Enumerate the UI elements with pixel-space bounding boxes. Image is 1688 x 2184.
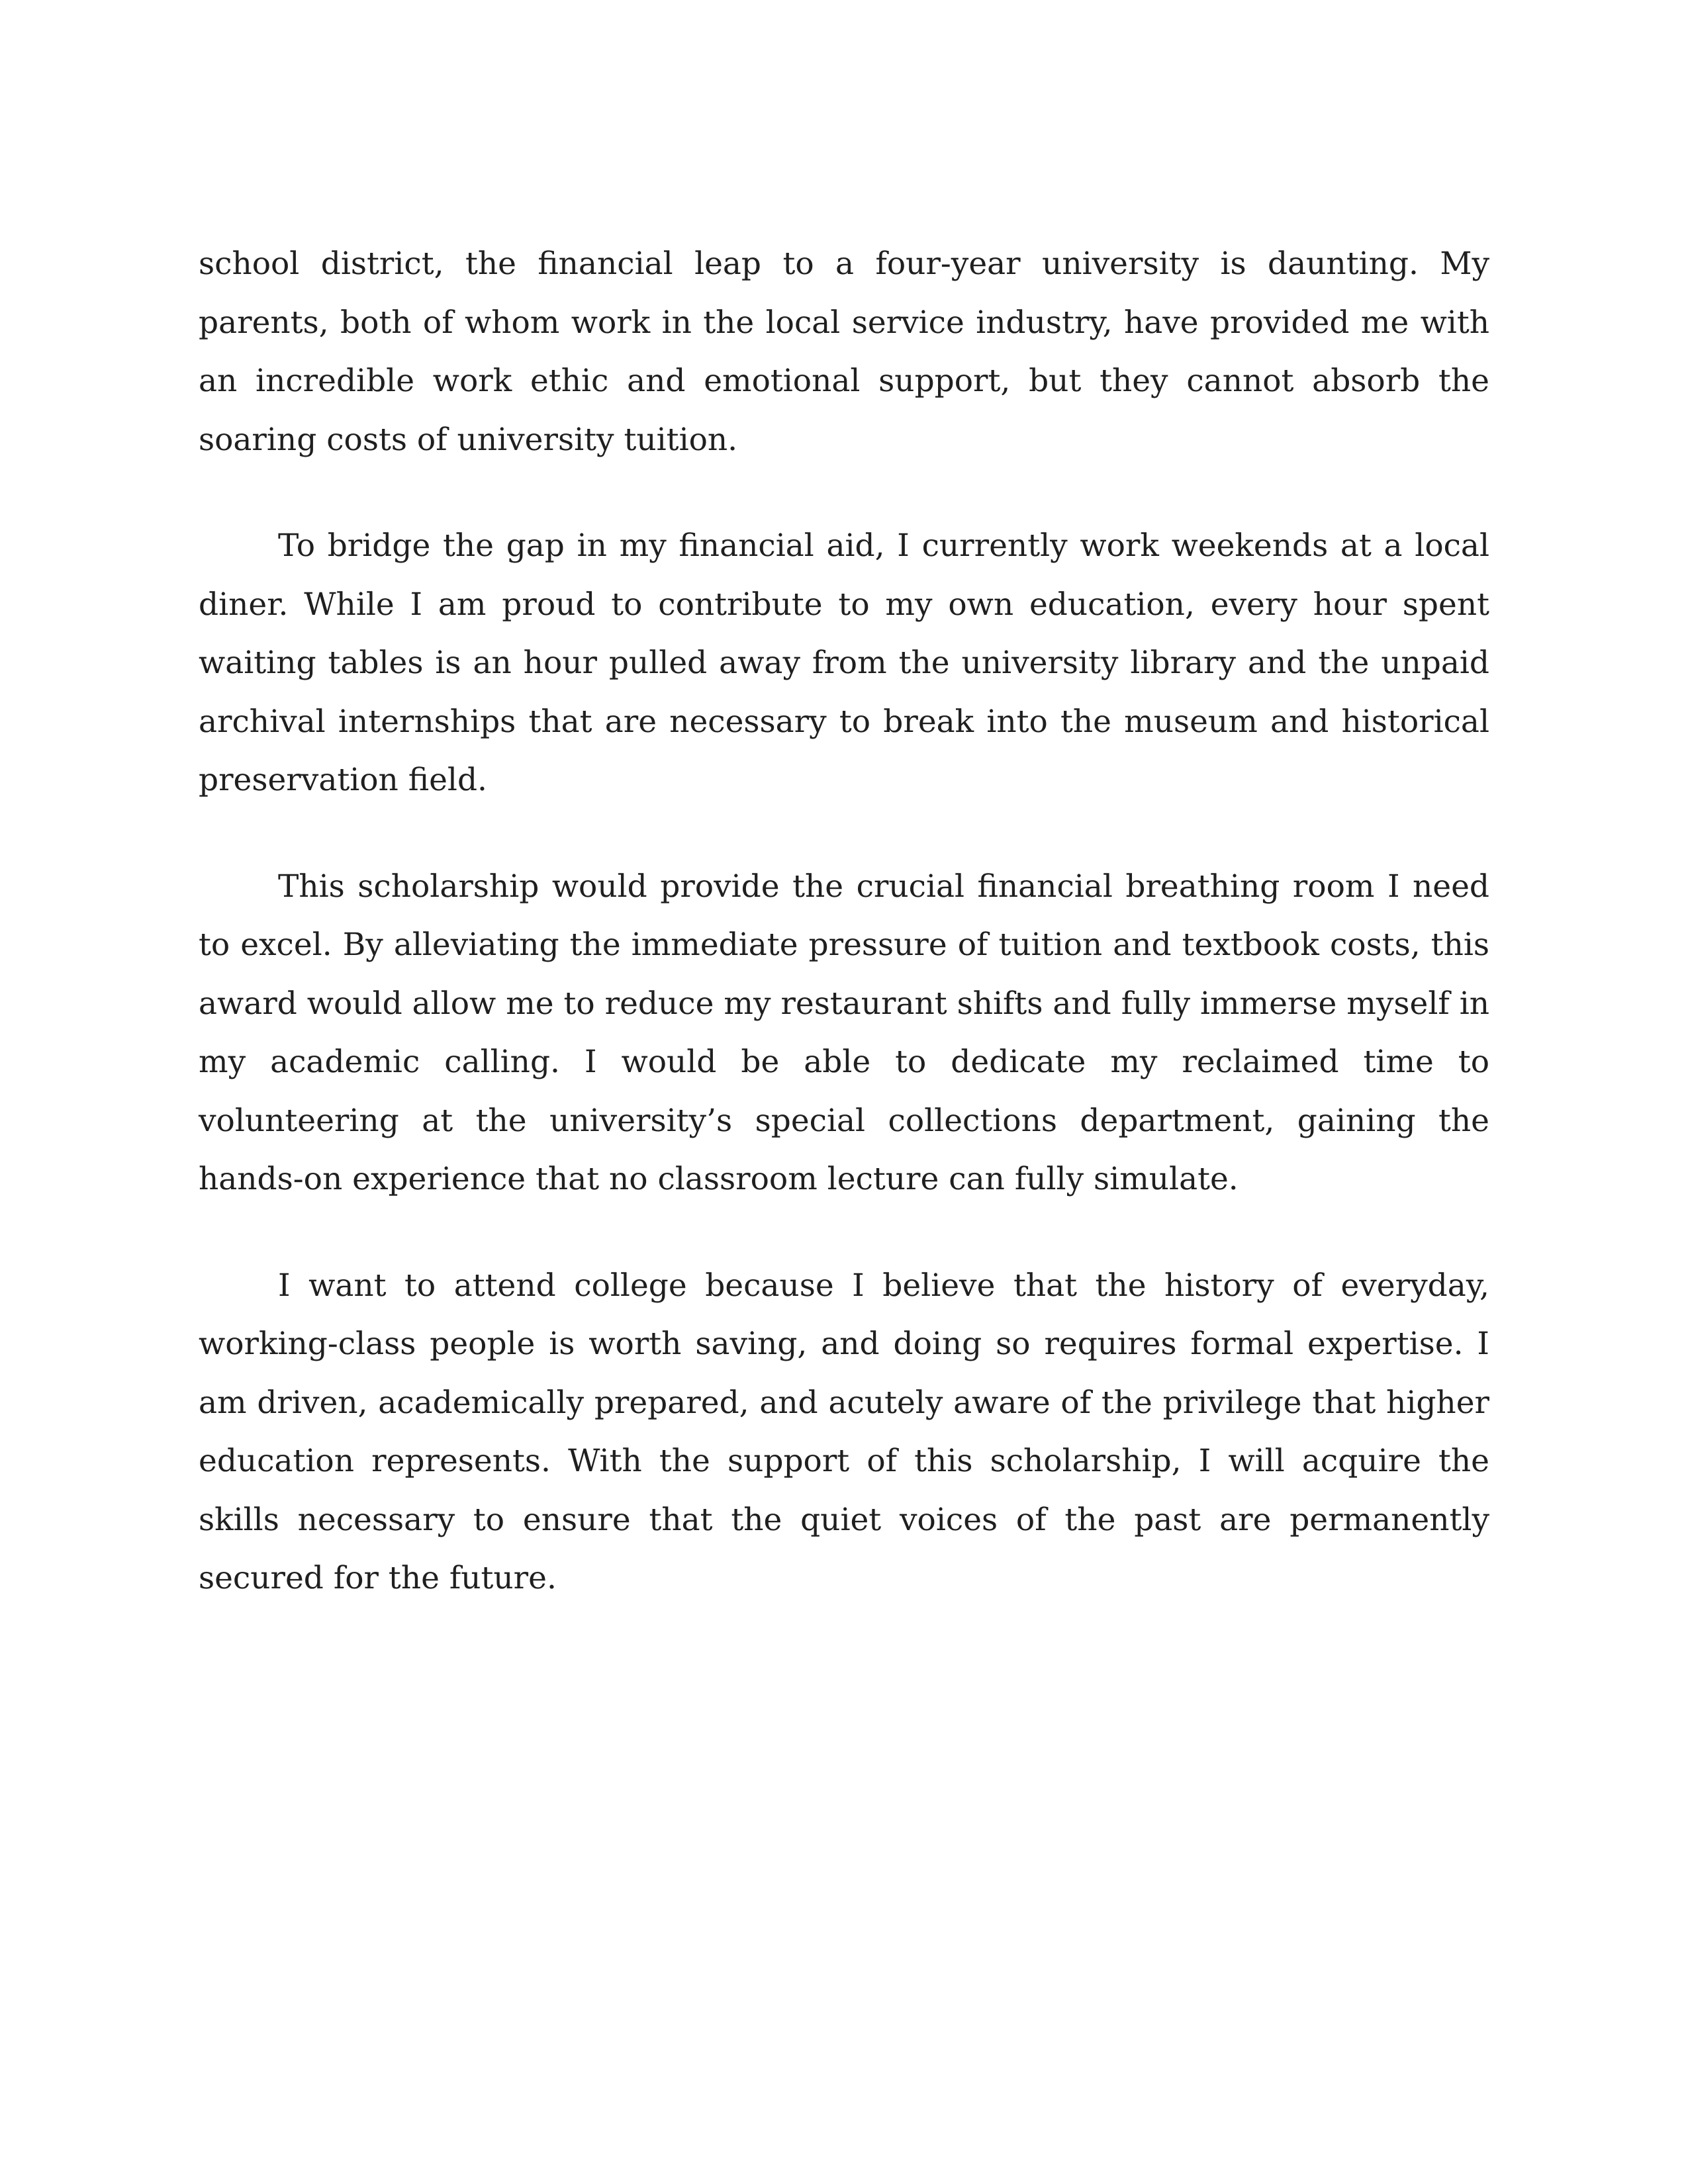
- paragraph-4: I want to attend college because I believe that the history of everyday, working-class people is worth saving, and doing so requires formal expertise. I am driven, academically prepared, and acutely aware of the privilege that higher education represents. With the support of this scholarship, I will acquire the skills necessary to ensure that the quiet voices of the past are permanently secured for the future.: [199, 1267, 1489, 1596]
- document-page: [199, 235, 1489, 1608]
- paragraph-3: This scholarship would provide the crucial financial breathing room I need to excel. By alleviating the immediate pressure of tuition and textbook costs, this award would allow me to reduce my restaurant shifts and fully immerse myself in my academic calling. I would be able to dedicate my reclaimed time to volunteering at the university’s special collections department, gaining the hands-on experience that no classroom lecture can fully simulate.: [199, 868, 1489, 1197]
- paragraph-1: school district, the financial leap to a four-year university is daunting. My parents, both of whom work in the local service industry, have provided me with an incredible work ethic and emotional support, but they cannot absorb the soaring costs of university tuition.: [199, 246, 1489, 458]
- paragraph-2: To bridge the gap in my financial aid, I currently work weekends at a local diner. While I am proud to contribute to my own education, every hour spent waiting tables is an hour pulled away from the university library and the unpaid archival internships that are necessary to break into the museum and historical preservation field.: [199, 527, 1489, 798]
